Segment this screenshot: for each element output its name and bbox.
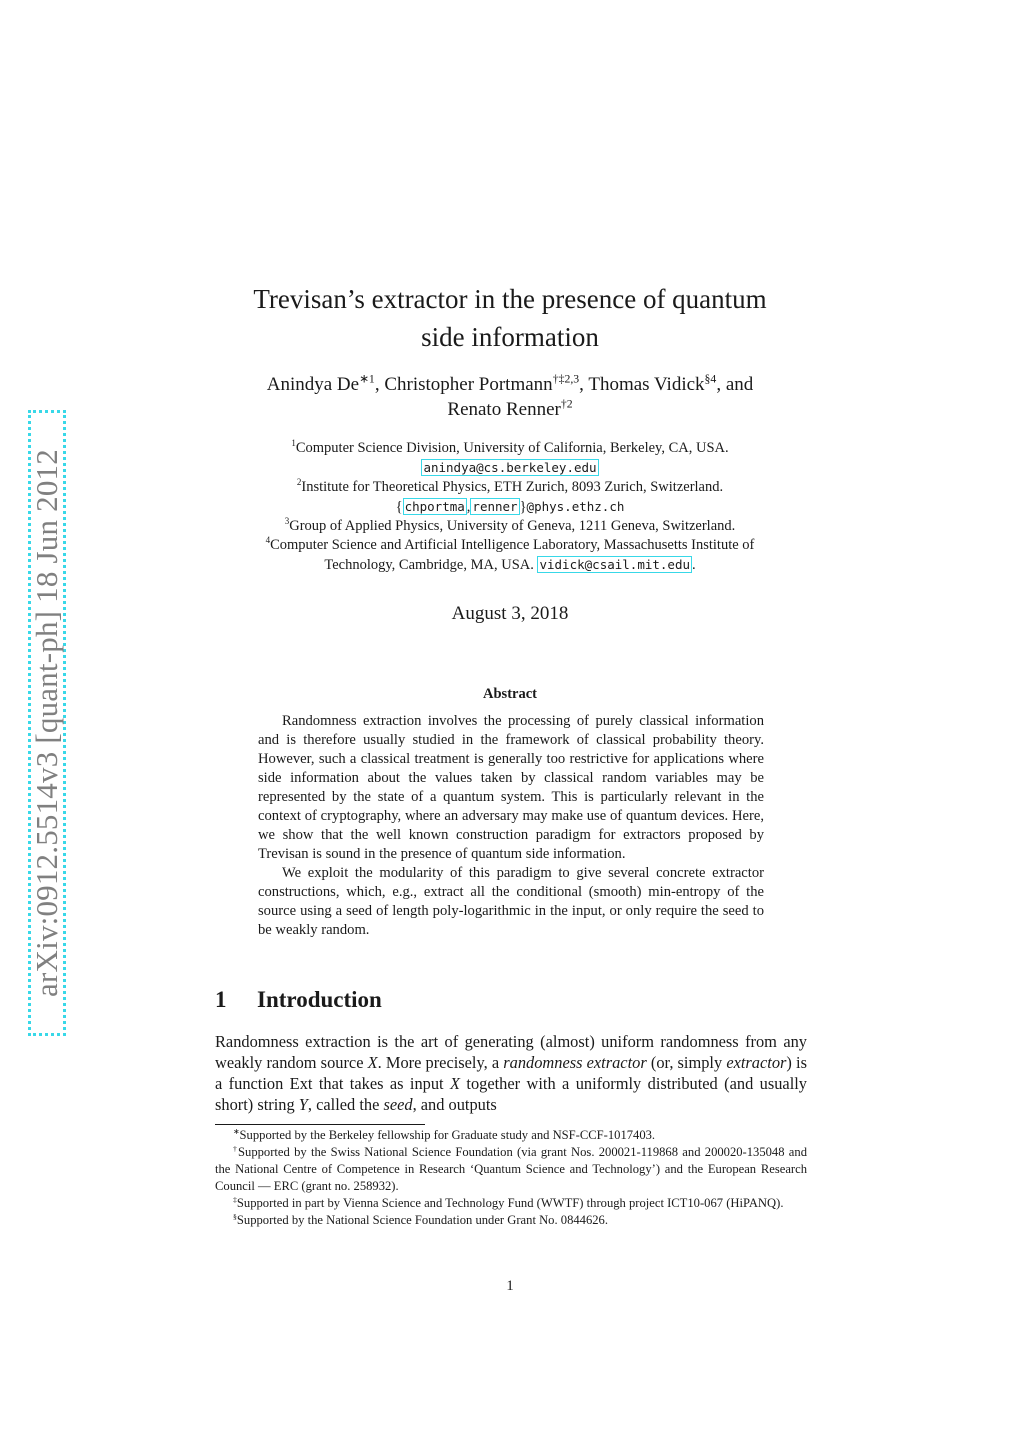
author-conjunction: and xyxy=(725,374,754,395)
intro-text: Randomness extraction is the art of generating (almost) uniform randomness from any weakly random source xyxy=(215,1032,807,1072)
intro-text: . More precisely, a xyxy=(377,1053,504,1072)
affiliation-mark: 3 xyxy=(284,516,290,527)
footnote xyxy=(215,1144,807,1195)
author-name: Christopher Portmann xyxy=(384,374,553,395)
publication-date: August 3, 2018 xyxy=(451,603,569,624)
affiliation-text: Group of Applied Physics, University of Geneva, 1211 Geneva, Switzerland. xyxy=(289,518,736,534)
abstract-body xyxy=(258,712,764,940)
affiliation-3 xyxy=(190,517,830,536)
footnote-rule xyxy=(215,1124,425,1125)
abstract-paragraph: Randomness extraction involves the processing of purely classical information and is therefore usually studied in the framework of classical probability theory. However, such a classical treatment is generally too restrictive for applications where side information about the values taken by classical random variables may be represented by the state of a quantum system. This is particularly relevant in the context of cryptography, where an adversary may make use of quantum devices. Here, we show that the well known construction paradigm for extractors proposed by Trevisan is sound in the presence of quantum side information. xyxy=(258,713,764,862)
footnote-mark: ∗ xyxy=(233,1126,240,1136)
author-name: Renato Renner xyxy=(447,399,561,420)
affiliation-mark: 1 xyxy=(291,438,296,449)
author-line-2 xyxy=(190,397,830,422)
affiliation-list xyxy=(190,439,830,575)
affiliation-2-email-line: { chportma , renner }@phys.ethz.ch xyxy=(395,499,625,515)
math-variable: X xyxy=(450,1074,461,1093)
author-line-1: Anindya $De^{∗1}$, Christopher Portmann$^{\dagger\ddagger 2,3}$, Thomas Vidick$^{\S 4}$, and xyxy=(266,372,754,395)
math-variable: Y xyxy=(298,1095,308,1114)
email-domain: @phys.ethz.ch xyxy=(526,499,625,514)
email-link[interactable]: vidick@csail.mit.edu xyxy=(539,557,690,572)
footnote-mark: ‡ xyxy=(233,1194,237,1204)
email-link[interactable]: anindya@cs.berkeley.edu xyxy=(423,460,597,475)
footnote xyxy=(215,1127,807,1144)
author-mark: †2 xyxy=(560,397,573,411)
footnote-mark: § xyxy=(233,1211,237,1221)
affiliation-text: Institute for Theoretical Physics, ETH Zurich, 8093 Zurich, Switzerland. xyxy=(301,479,724,495)
intro-text: , and outputs xyxy=(412,1095,497,1114)
author-name: Thomas Vidick xyxy=(588,374,705,395)
affiliation-4-line-2: Technology, Cambridge, MA, USA. vidick@csail.mit.edu . xyxy=(324,557,696,573)
author-list xyxy=(190,372,830,422)
intro-text: (or, simply xyxy=(646,1053,727,1072)
affiliation-mark: 4 xyxy=(265,535,271,546)
intro-text: ) is a function Ext that takes as input xyxy=(215,1053,807,1093)
title-line-2: side information xyxy=(421,322,599,352)
paper-title xyxy=(190,280,830,356)
author-mark: ∗1 xyxy=(359,372,375,386)
footnote xyxy=(215,1212,807,1229)
affiliation-4 xyxy=(190,536,830,555)
intro-paragraph xyxy=(215,1031,807,1115)
intro-text: , called the xyxy=(307,1095,384,1114)
emphasis: seed xyxy=(383,1095,413,1114)
arxiv-stamp xyxy=(14,410,78,1040)
footnote-text: Supported by the National Science Foundation under Grant No. 0844626. xyxy=(236,1213,609,1227)
email-link[interactable]: chportma xyxy=(404,499,465,514)
arxiv-identifier[interactable]: arXiv:0912.5514v3 [quant-ph] 18 Jun 2012 xyxy=(29,449,64,997)
page-number: 1 xyxy=(506,1278,514,1294)
section-heading xyxy=(215,987,382,1013)
author-mark: †‡2,3 xyxy=(552,372,580,386)
title-line-1: Trevisan’s extractor in the presence of quantum xyxy=(253,284,767,314)
footnote-text: Supported by the Swiss National Science Foundation (via grant Nos. 200021-119868 and 200020-135048 and the National Centre of Competence in Research ‘Quantum Science and Technology’) and the European Research Council — ERC (grant no. 258932). xyxy=(215,1145,807,1193)
footnote-mark: † xyxy=(233,1143,239,1153)
footnote-text: Supported by the Berkeley fellowship for Graduate study and NSF-CCF-1017403. xyxy=(239,1128,656,1142)
affiliation-1-email-line xyxy=(190,458,830,478)
affiliation-text: Computer Science Division, University of California, Berkeley, CA, USA. xyxy=(295,440,729,456)
author-name: Anindya De xyxy=(266,374,360,395)
footnote xyxy=(215,1195,807,1212)
section-title: Introduction xyxy=(257,987,382,1012)
abstract-heading: Abstract xyxy=(483,686,537,702)
intro-text: together with a uniformly distributed (and usually short) string xyxy=(215,1074,807,1114)
footnote-text: Supported in part by Vienna Science and Technology Fund (WWTF) through project ICT10-067 (HiPANQ). xyxy=(236,1196,784,1210)
affiliation-1 xyxy=(190,439,830,458)
intro-body xyxy=(215,1031,807,1115)
emphasis: extractor xyxy=(726,1053,787,1072)
math-variable: X xyxy=(367,1053,378,1072)
email-link[interactable]: renner xyxy=(472,499,518,514)
affiliation-2 xyxy=(190,478,830,497)
affiliation-mark: 2 xyxy=(296,477,302,488)
affiliation-text: Computer Science and Artificial Intelligence Laboratory, Massachusetts Institute of xyxy=(270,537,755,553)
section-number: 1 xyxy=(215,987,227,1012)
abstract-paragraph: We exploit the modularity of this paradigm to give several concrete extractor constructions, which, e.g., extract all the conditional (smooth) min-entropy of the source using a seed of length poly-logarithmic in the input, or only require the seed to be weakly random. xyxy=(258,865,764,938)
footnotes xyxy=(215,1127,807,1229)
affiliation-text: Technology, Cambridge, MA, USA. xyxy=(324,557,534,573)
author-mark: §4 xyxy=(704,372,717,386)
emphasis: randomness extractor xyxy=(503,1053,647,1072)
